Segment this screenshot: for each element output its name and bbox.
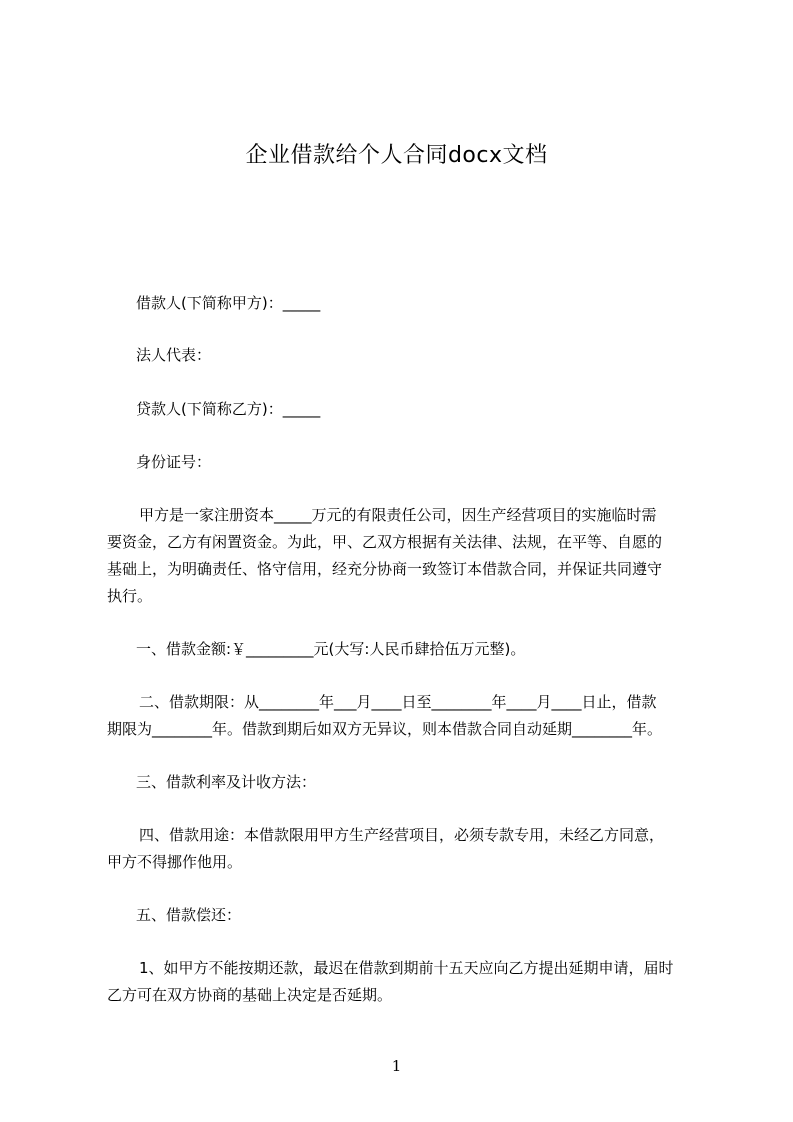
clause-loan-amount: 一、借款金额:￥_________元(大写:人民币肆拾伍万元整)。 — [136, 640, 526, 658]
clause-repayment-item-1: 乙方可在双方协商的基础上决定是否延期。 — [107, 986, 393, 1004]
clause-repayment: 五、借款偿还： — [136, 906, 242, 924]
page-number: 1 — [391, 1057, 402, 1075]
borrower-line: 借款人(下简称甲方)：_____ — [136, 294, 321, 312]
clause-interest-rate: 三、借款利率及计收方法： — [136, 773, 317, 791]
clause-loan-purpose: 甲方不得挪作他用。 — [107, 853, 243, 871]
preamble-line: 甲方是一家注册资本_____万元的有限责任公司，因生产经营项目的实施临时需 — [139, 506, 657, 524]
clause-loan-term: 期限为________年。借款到期后如双方无异议，则本借款合同自动延期________年。 — [107, 720, 663, 738]
preamble-line: 执行。 — [107, 587, 153, 605]
clause-repayment-item-1: 1、如甲方不能按期还款，最迟在借款到期前十五天应向乙方提出延期申请，届时 — [139, 959, 674, 977]
legal-rep-line: 法人代表： — [136, 346, 212, 364]
clause-loan-term: 二、借款期限：从________年___月____日至________年____月____日止，借款 — [139, 693, 657, 711]
preamble-line: 要资金，乙方有闲置资金。为此，甲、乙双方根据有关法律、法规，在平等、自愿的 — [107, 533, 663, 551]
id-number-line: 身份证号： — [136, 453, 212, 471]
clause-loan-purpose: 四、借款用途：本借款限用甲方生产经营项目，必须专款专用，未经乙方同意， — [139, 826, 665, 844]
lender-line: 贷款人(下简称乙方)：_____ — [136, 400, 321, 418]
document-title: 企业借款给个人合同docx文档 — [245, 143, 548, 168]
preamble-line: 基础上，为明确责任、恪守信用，经充分协商一致签订本借款合同，并保证共同遵守 — [107, 560, 663, 578]
